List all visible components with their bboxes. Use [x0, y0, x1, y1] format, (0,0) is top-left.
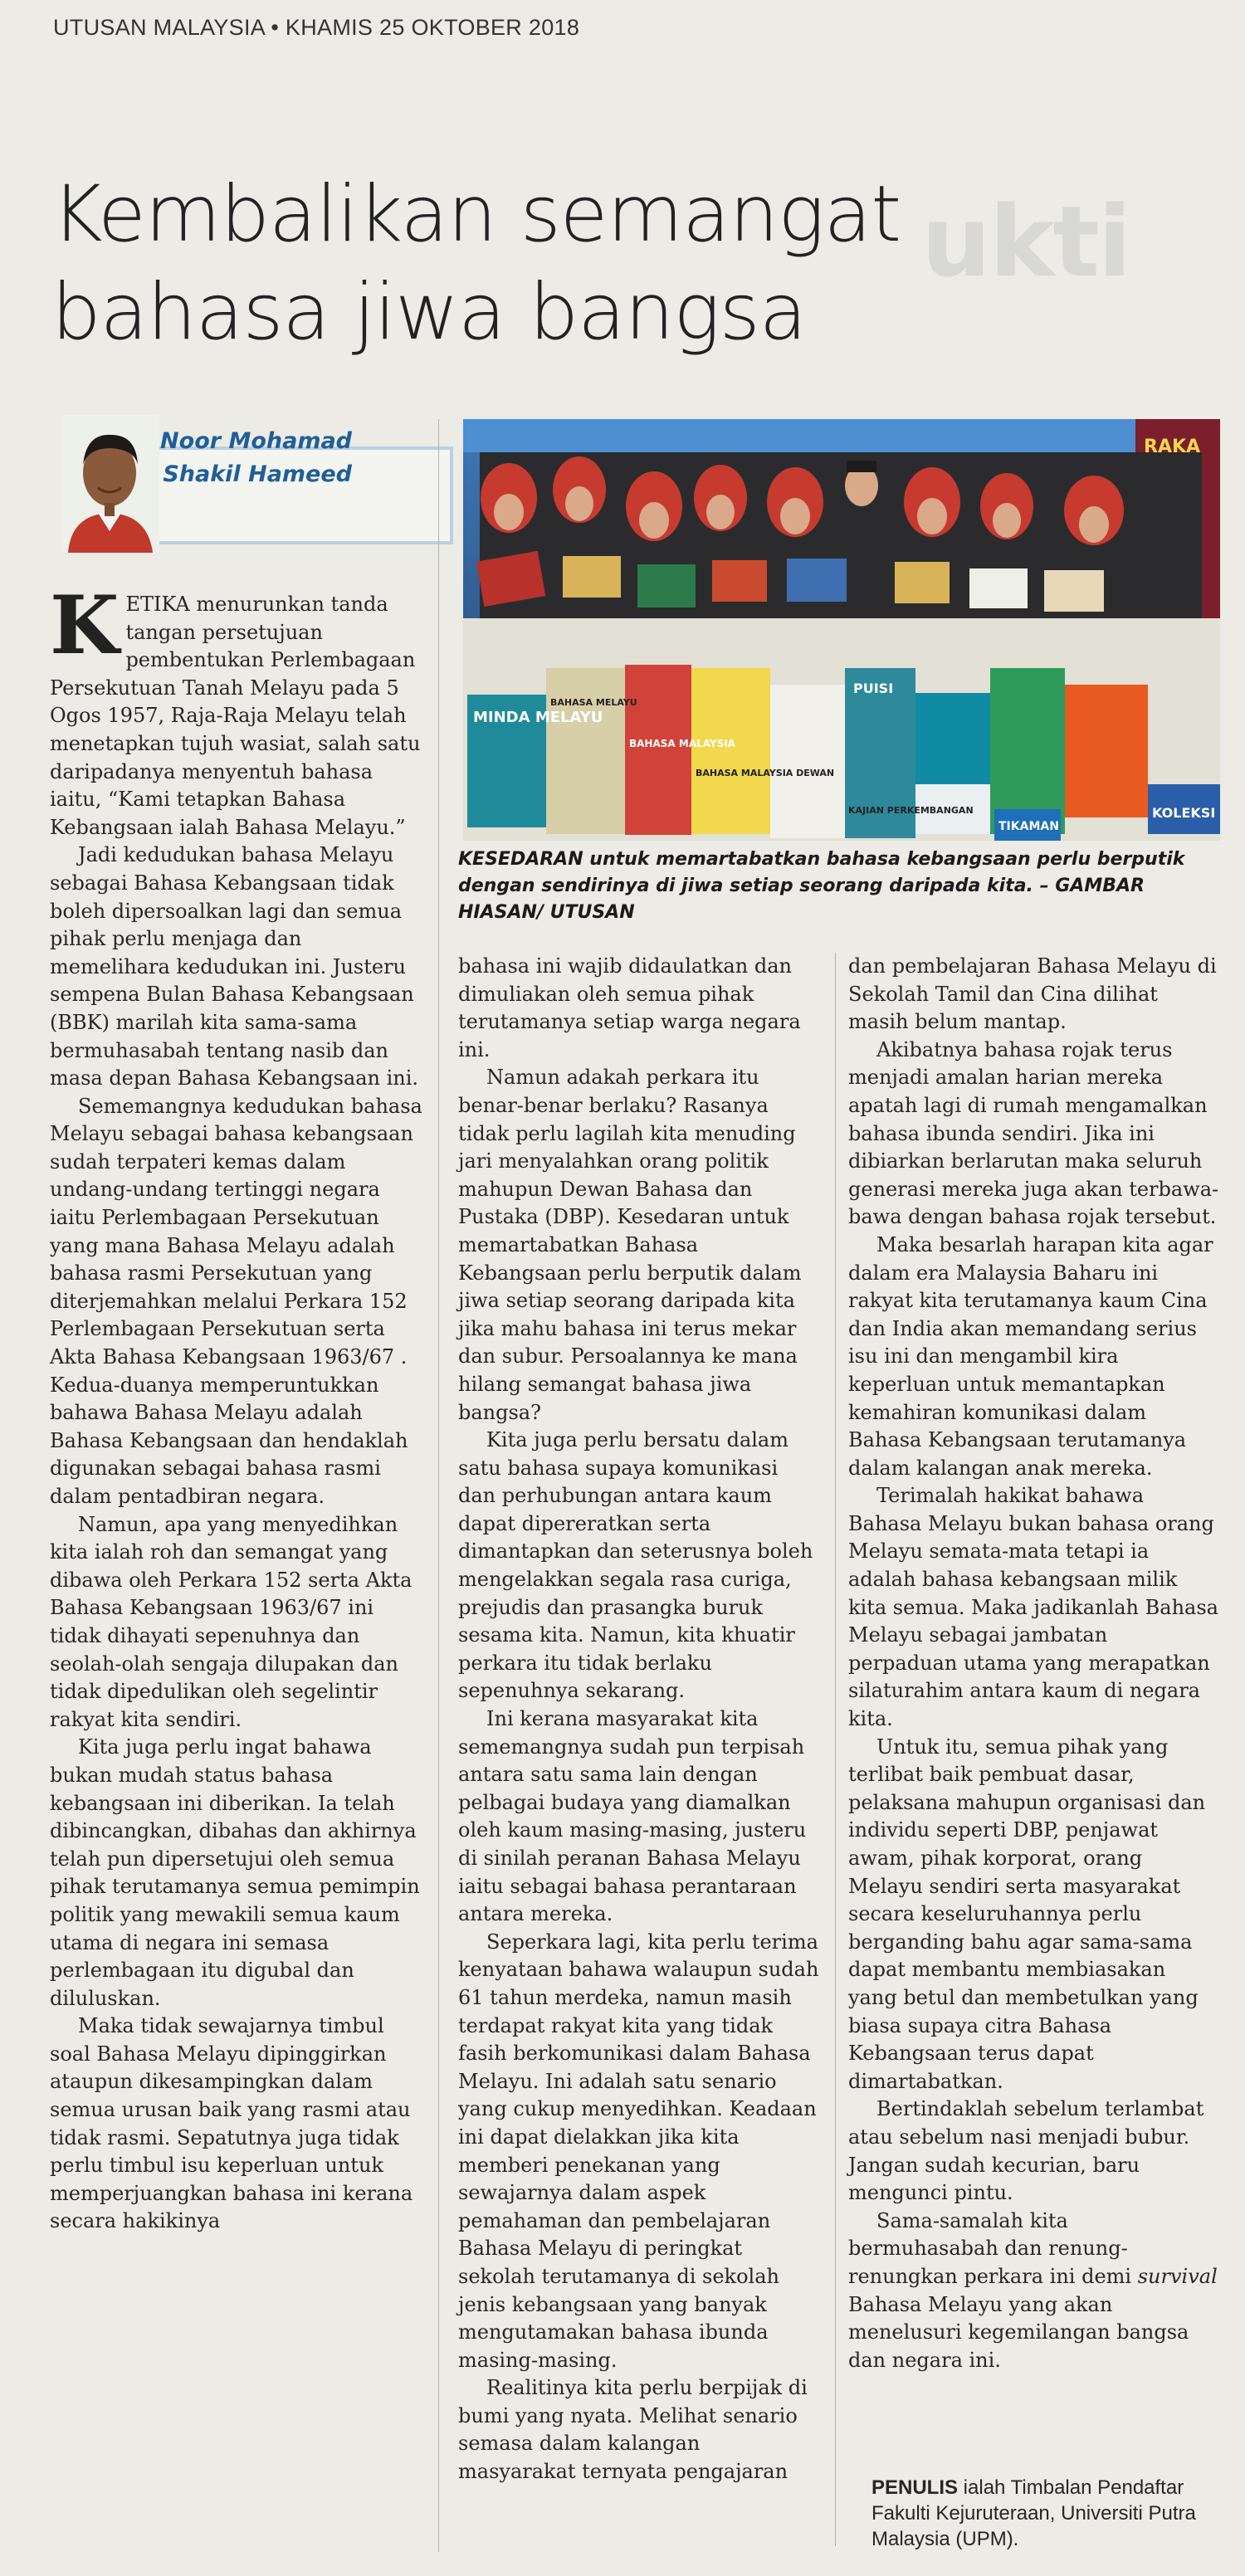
- article-paragraph: Untuk itu, semua pihak yang terlibat baik pembuat dasar, pelaksana mahupun organisasi dan individu seperti DBP, penjawat awam, pihak korporat, orang Melayu sendiri serta masyarakat secara keseluruhannya perlu berganding bahu agar sama-sama dapat membantu membiasakan yang betul dan membetulkan yang biasa supaya citra Bahasa Kebangsaan terus dapat dimartabatkan.: [848, 1734, 1206, 2093]
- article-column-1: [50, 578, 423, 2236]
- article-paragraph-closing: [848, 2208, 1220, 2375]
- headline-line-1: Kembalikan semangat: [51, 169, 901, 260]
- background-masthead-ghost: ukti: [921, 184, 1130, 299]
- photo-book-label: BAHASA MELAYU: [550, 697, 637, 708]
- article-paragraph: Ini kerana masyarakat kita sememangnya sudah pun terpisah antara satu sama lain dengan pelbagai budaya yang diamalkan oleh kaum masing-masing, justeru di sinilah peranan Bahasa Melayu iaitu sebagai bahasa perantaraan antara mereka.: [458, 1707, 807, 1926]
- article-paragraph: Sememangnya kedudukan bahasa Melayu sebagai bahasa kebangsaan sudah terpateri kemas dalam undang-undang tertinggi negara iaitu Perlembagaan Persekutuan yang mana Bahasa Melayu adalah bahasa rasmi Persekutuan yang diterjemahkan melalui Perkara 152 Perlembagaan Persekutuan serta Akta Bahasa Kebangsaan 1963/67 . Kedua-duanya memperuntukkan bahawa Bahasa Melayu adalah Bahasa Kebangsaan dan hendaklah digunakan sebagai bahasa rasmi dalam pentadbiran negara.: [50, 1094, 422, 1508]
- article-paragraph: Maka tidak sewajarnya timbul soal Bahasa Melayu dipinggirkan ataupun dikesampingkan dalam semua urusan baik yang rasmi atau tidak rasmi. Sepatutnya juga tidak perlu timbul isu keperluan untuk memperjuangkan bahasa ini kerana secara hakikinya: [50, 2014, 413, 2233]
- article-paragraph: Namun, apa yang menyedihkan kita ialah roh dan semangat yang dibawa oleh Perkara 152 serta Akta Bahasa Kebangsaan 1963/67 ini tidak dihayati sepenuhnya dan seolah-olah sengaja dilupakan dan tidak dipedulikan oleh segelintir rakyat kita sendiri.: [50, 1512, 413, 1731]
- article-paragraph: Terimalah hakikat bahawa Bahasa Melayu bukan bahasa orang Melayu semata-mata tetapi ia adalah bahasa kebangsaan milik kita semua. Maka jadikanlah Bahasa Melayu sebagai jambatan perpaduan utama yang merapatkan silaturahim antara kaum di negara kita.: [848, 1484, 1218, 1731]
- article-paragraph: Bertindaklah sebelum terlambat atau sebelum nasi menjadi bubur. Jangan sudah kecurian, baru mengunci pintu.: [848, 2097, 1204, 2205]
- column-rule: [438, 419, 439, 2552]
- closing-text-italic: survival: [1137, 2264, 1218, 2288]
- article-paragraph: dan pembelajaran Bahasa Melayu di Sekolah Tamil dan Cina dilihat masih belum mantap.: [848, 954, 1217, 1034]
- author-name-first: Noor Mohamad: [160, 428, 352, 454]
- author-box: [61, 415, 390, 553]
- article-paragraph: KETIKA menurunkan tanda tangan persetujuan pembentukan Perlembagaan Persekutuan Tanah Melayu pada 5 Ogos 1957, Raja-Raja Melayu telah menetapkan tujuh wasiat, salah satu daripadanya menyentuh bahasa iaitu, “Kami tetapkan Bahasa Kebangsaan ialah Bahasa Melayu.”: [50, 578, 421, 839]
- author-name-last: Shakil Hameed: [163, 461, 352, 487]
- article-column-2: [458, 953, 819, 2486]
- article-paragraph: Kita juga perlu ingat bahawa bukan mudah status bahasa kebangsaan ini diberikan. Ia telah dibincangkan, dibahas dan akhirnya telah pun dipersetujui oleh semua pihak terutamanya semua pemimpin politik yang mewakili semua kaum utama di negara ini semasa perlembagaan itu digubal dan diluluskan.: [50, 1735, 420, 2010]
- article-paragraph: Namun adakah perkara itu benar-benar berlaku? Rasanya tidak perlu lagilah kita menuding jari menyalahkan orang politik mahupun Dewan Bahasa dan Pustaka (DBP). Kesedaran untuk memartabatkan Bahasa Kebangsaan perlu berputik dalam jiwa setiap seorang daripada kita jika mahu bahasa ini terus mekar dan subur. Persoalannya ke mana hilang semangat bahasa jiwa bangsa?: [458, 1066, 802, 1424]
- writer-note-label: PENULIS: [872, 2476, 959, 2499]
- author-name: [153, 425, 352, 491]
- photo-caption: [458, 846, 1218, 926]
- photo-book-label: RAKA: [1144, 437, 1201, 457]
- article-column-3: [848, 953, 1220, 2374]
- photo-book-label: BAHASA MALAYSIA: [629, 738, 735, 749]
- photo-book-label: MINDA MELAYU: [473, 709, 603, 726]
- photo-book-label: BAHASA MALAYSIA DEWAN: [696, 768, 835, 778]
- article-paragraph: Jadi kedudukan bahasa Melayu sebagai Bahasa Kebangsaan tidak boleh dipersoalkan lagi dan semua pihak perlu menjaga dan memelihara kedudukan ini. Justeru sempena Bulan Bahasa Kebangsaan (BBK) marilah kita sama-sama bermuhasabah tentang nasib dan masa depan Bahasa Kebangsaan ini.: [50, 843, 419, 1090]
- closing-text-start: Sama-samalah kita bermuhasabah dan renung-renungkan perkara ini demi: [848, 2208, 1138, 2288]
- article-paragraph: Maka besarlah harapan kita agar dalam era Malaysia Baharu ini rakyat kita terutamanya kaum Cina dan India akan memandang serius isu ini dan mengambil kira keperluan untuk memantapkan kemahiran komunikasi dalam Bahasa Kebangsaan terutamanya dalam kalangan anak mereka.: [848, 1232, 1213, 1480]
- photo-book-label: PUISI: [853, 681, 894, 696]
- article-photo: [463, 419, 1220, 841]
- column-rule: [835, 953, 836, 2546]
- photo-book-label: TIKAMAN: [998, 820, 1059, 833]
- article-paragraph: Kita juga perlu bersatu dalam satu bahasa supaya komunikasi dan perhubungan antara kaum dapat dipereratkan serta dimantapkan dan seterusnya boleh mengelakkan segala rasa curiga, prejudis dan prasangka buruk sesama kita. Namun, kita khuatir perkara itu tidak berlaku sepenuhnya sekarang.: [458, 1428, 813, 1703]
- photo-caption-text: KESEDARAN untuk memartabatkan bahasa kebangsaan perlu berputik dengan sendirinya di jiwa setiap seorang daripada kita. – GAMBAR HIASAN/ UTUSAN: [458, 849, 1185, 923]
- closing-text-end: Bahasa Melayu yang akan menelusuri kegemilangan bangsa dan negara ini.: [848, 2292, 1189, 2372]
- article-paragraph: Akibatnya bahasa rojak terus menjadi amalan harian mereka apatah lagi di rumah mengamalkan bahasa ibunda sendiri. Jika ini dibiarkan berlarutan maka seluruh generasi mereka juga akan terbawa-bawa dengan bahasa rojak tersebut.: [848, 1037, 1219, 1229]
- writer-note-text: ialah Timbalan Pendaftar Fakulti Kejuruteraan, Universiti Putra Malaysia (UPM).: [872, 2476, 1196, 2550]
- article-paragraph: Seperkara lagi, kita perlu terima kenyataan bahawa walaupun sudah 61 tahun merdeka, namun masih terdapat rakyat kita yang tidak fasih berkomunikasi dalam Bahasa Melayu. Ini adalah satu senario yang cukup menyedihkan. Keadaan ini dapat dielakkan jika kita memberi penekanan yang sewajarnya dalam aspek pemahaman dan pembelajaran Bahasa Melayu di peringkat sekolah terutamanya di sekolah jenis kebangsaan yang banyak mengutamakan bahasa ibunda masing-masing.: [458, 1930, 819, 2372]
- article-paragraph: bahasa ini wajib didaulatkan dan dimuliakan oleh semua pihak terutamanya setiap warga negara ini.: [458, 954, 801, 1061]
- article-paragraph: Realitinya kita perlu berpijak di bumi yang nyata. Melihat senario semasa dalam kalangan masyarakat ternyata pengajaran: [458, 2376, 808, 2484]
- photo-book-label: KAJIAN PERKEMBANGAN: [848, 805, 974, 816]
- headline-line-2: bahasa jiwa bangsa: [51, 267, 807, 358]
- headline: [51, 166, 931, 362]
- dateline: UTUSAN MALAYSIA • KHAMIS 25 OKTOBER 2018: [53, 15, 580, 40]
- author-photo: [61, 415, 159, 553]
- writer-note: [872, 2475, 1228, 2552]
- photo-book-label: KOLEKSI: [1152, 805, 1216, 821]
